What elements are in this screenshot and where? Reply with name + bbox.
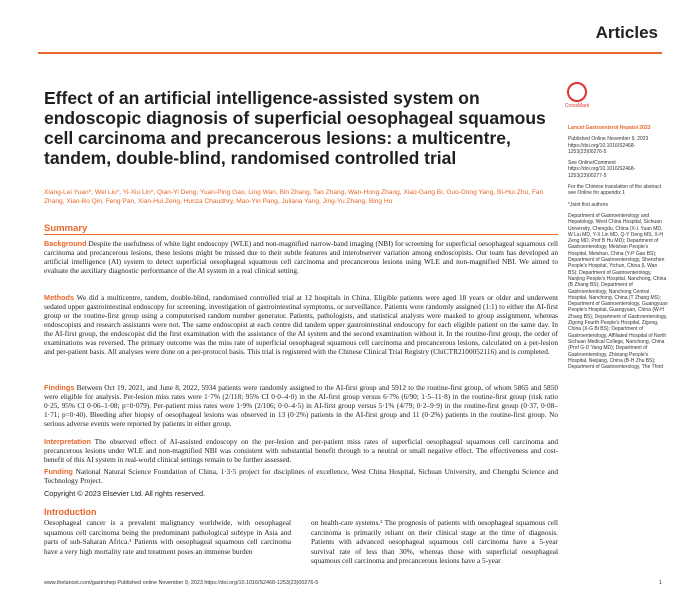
journal-citation: Lancet Gastroenterol Hepatol 2023 (568, 125, 651, 131)
summary-heading: Summary (44, 223, 88, 234)
introduction-heading: Introduction (44, 507, 97, 517)
translation-note: For the Chinese translation of the abstract see Online for appendix 1 (568, 184, 662, 197)
comment-link[interactable]: See Online/Comment https://doi.org/10.1016/S2468-1253(23)00277-5 (568, 160, 636, 179)
introduction-column-left: Oesophageal cancer is a prevalent malignancy worldwide, with oesophageal squamous cell carcinoma being the predominant pathological subtype in Asia and parts of sub-Saharan Africa.¹ Patients with oesophageal squamous cell carcinoma have a very high mortality rate and treatment poses an immense burden (44, 518, 291, 556)
interpretation-text: The observed effect of AI-assisted endoscopy on the per-lesion and per-patient miss rates of superficial oesophageal squamous cell carcinoma and precancerous lesions under WLE and non-magnified NBI was consistent with substantial benefit through to a neutral or small negative effect. The effectiveness and cost-benefit of this AI system in real-world clinical settings remain to be further assessed. (44, 437, 558, 464)
author-list: Xiang-Lei Yuan*, Wei Liu*, Yi-Xiu Lin*, Qian-Yi Deng, Yuan-Ping Gao, Ling Wan, Bin Zhang, Tao Zhang, Wan-Hong Zhang, Xiao-Gang Bi, Guo-Dong Yang, Bi-Hui Zhu, Fan Zhang, Xiao-Bo Qin, Feng Pan, Xian-Hui Zeng, Hunza Chaudhry, Mao-Yin Pang, Juliana Yang, Jing-Yu Zhang, Bing Hu (44, 189, 544, 205)
abstract-methods (44, 293, 558, 356)
interpretation-label: Interpretation (44, 437, 92, 446)
abstract-findings (44, 383, 558, 428)
introduction-column-right: on health-care systems.² The prognosis of patients with oesophageal squamous cell carcinoma is primarily reliant on their clinical stage at the time of diagnosis. Patients with advanced oesophageal squamous cell carcinoma have a 5-year survival rate of less than 30%, whereas those with superficial oesophageal squamous cell carcinoma and precancerous lesions have a 5-year (311, 518, 558, 565)
article-title: Effect of an artificial intelligence-assisted system on endoscopic diagnosis of superficial oesophageal squamous cell carcinoma and precancerous lesions: a multicentre, tandem, double-blind, randomised controlled trial (44, 88, 546, 168)
methods-label: Methods (44, 293, 74, 302)
abstract-funding (44, 467, 558, 485)
article-sidebar (568, 125, 668, 565)
affiliations: Department of Gastroenterology and Hepatology, West China Hospital, Sichuan University, Chengdu, China (X-L Yuan MD, W Liu MD, Y-X Lin MD, Q-Y Deng MS, X-H Zeng MD, Prof B Hu MD); Department of Gastroenterology, Meishan People's Hospital, Meishan, China (Y-P Gao BS); Department of Gastroenterology, Shenzhen People's Hospital, Yichun, China (L Wan BS); Department of Gastroenterology, Nanjing People's Hospital, Nanchong, China (B Zhang BS); Department of Gastroenterology, Nanchong Central Hospital, Nanchong, China (T Zhang MS); Department of Gastroenterology, Guangyuan People's Hospital, Guangyuan, China (W-H Zhang BS); Department of Gastroenterology, Zigong Fourth People's Hospital, Zigong, China (X-G Bi BS); Department of Gastroenterology, Affiliated Hospital of North Sichuan Medical College, Nanchong, China (Prof G-D Yang MD); Department of Gastroenterology, Zhixiang People's Hospital, Neijiang, China (B-H Zhu BS); Department of Gastroenterology, The Third (568, 212, 668, 371)
findings-text: Between Oct 19, 2021, and June 8, 2022, 5934 patients were randomly assigned to the AI-first group and 5912 to the routine-first group, of whom 5865 and 5850 were eligible for analysis. Per-lesion miss rates were 1·7% (2/118; 95% CI 0·0–4·0) in the AI-first group versus 6·7% (6/90; 1·5–11·8) in the routine-first group (risk ratio 0·25, 95% CI 0·06–1·08; p=0·079). Per-patient miss rates were 1·9% (2/106; 0·0–4·5) in AI-first group versus 5·1% (4/79; 0·2–9·9) in the routine-first group (0·37, 0·08–1·71; p=0·40). Bleeding after biopsy of oesophageal lesions was observed in 13 (0·2%) patients in the AI-first group and 11 (0·2%) patients in the routine-first group. No serious adverse events were reported by patients in either group. (44, 383, 558, 428)
publication-info[interactable]: Published Online November 9, 2023 https://doi.org/10.1016/S2468-1253(23)00276-5 (568, 136, 649, 155)
header-rule (38, 52, 662, 54)
funding-text: National Natural Science Foundation of China, 1·3·5 project for disciplines of excellence, West China Hospital, Sichuan University, and Chengdu Science and Technology Project. (44, 467, 558, 485)
background-label: Background (44, 239, 87, 248)
abstract-interpretation (44, 437, 558, 464)
summary-rule (44, 234, 558, 235)
crossmark-label: CrossMark (564, 103, 590, 109)
abstract-background (44, 239, 558, 275)
findings-label: Findings (44, 383, 75, 392)
page-footer (44, 580, 662, 586)
page-number: 1 (659, 580, 662, 586)
footer-source: www.thelancet.com/gastrohep Published online November 9, 2023 https://doi.org/10.1016/S2468-1253(23)00276-5 (44, 580, 319, 586)
crossmark-badge[interactable] (560, 82, 594, 109)
section-label: Articles (595, 23, 658, 42)
joint-authors-note: *Joint first authors (568, 201, 609, 208)
methods-text: We did a multicentre, tandem, double-blind, randomised controlled trial at 12 hospitals in China. Eligible patients were aged 18 years or older and underwent sedated upper gastrointestinal endoscopy for screening, investigation of gastrointestinal symptoms, or surveillance. Patients were randomly assigned (1:1) to either the AI-first group or the routine-first group using a computerised random number generator. Patients, pathologists, and statistical analysts were masked to group assignment, whereas endoscopists and research assistants were not. The same endoscopist at each centre did tandem upper gastrointestinal endoscopy for each eligible patient on the same day. In the AI-first group, the endoscopist did the first examination with the assistance of the AI system and the second examination without it. In the routine-first group, the order of examinations was reversed. The primary outcome was the miss rate of superficial oesophageal squamous cell carcinoma and precancerous lesions, calculated on a per-lesion and per-patient basis. All analyses were done on a per-protocol basis. This trial is registered with the Chinese Clinical Trial Registry (ChiCTR2100052116) and is completed. (44, 293, 558, 356)
background-text: Despite the usefulness of white light endoscopy (WLE) and non-magnified narrow-band imaging (NBI) for screening for superficial oesophageal squamous cell carcinoma and precancerous lesions, these lesions might be missed due to their subtle features and interobserver variation among endoscopists. Our team has developed an artificial intelligence (AI) system to detect superficial oesophageal squamous cell carcinoma and precancerous lesions using WLE and non-magnified NBI. We aimed to evaluate the auxiliary diagnostic performance of the AI system in a real clinical setting. (44, 239, 559, 275)
funding-label: Funding (44, 467, 73, 476)
crossmark-icon (567, 82, 587, 102)
journal-header (0, 0, 700, 58)
copyright-line: Copyright © 2023 Elsevier Ltd. All rights reserved. (44, 489, 206, 498)
